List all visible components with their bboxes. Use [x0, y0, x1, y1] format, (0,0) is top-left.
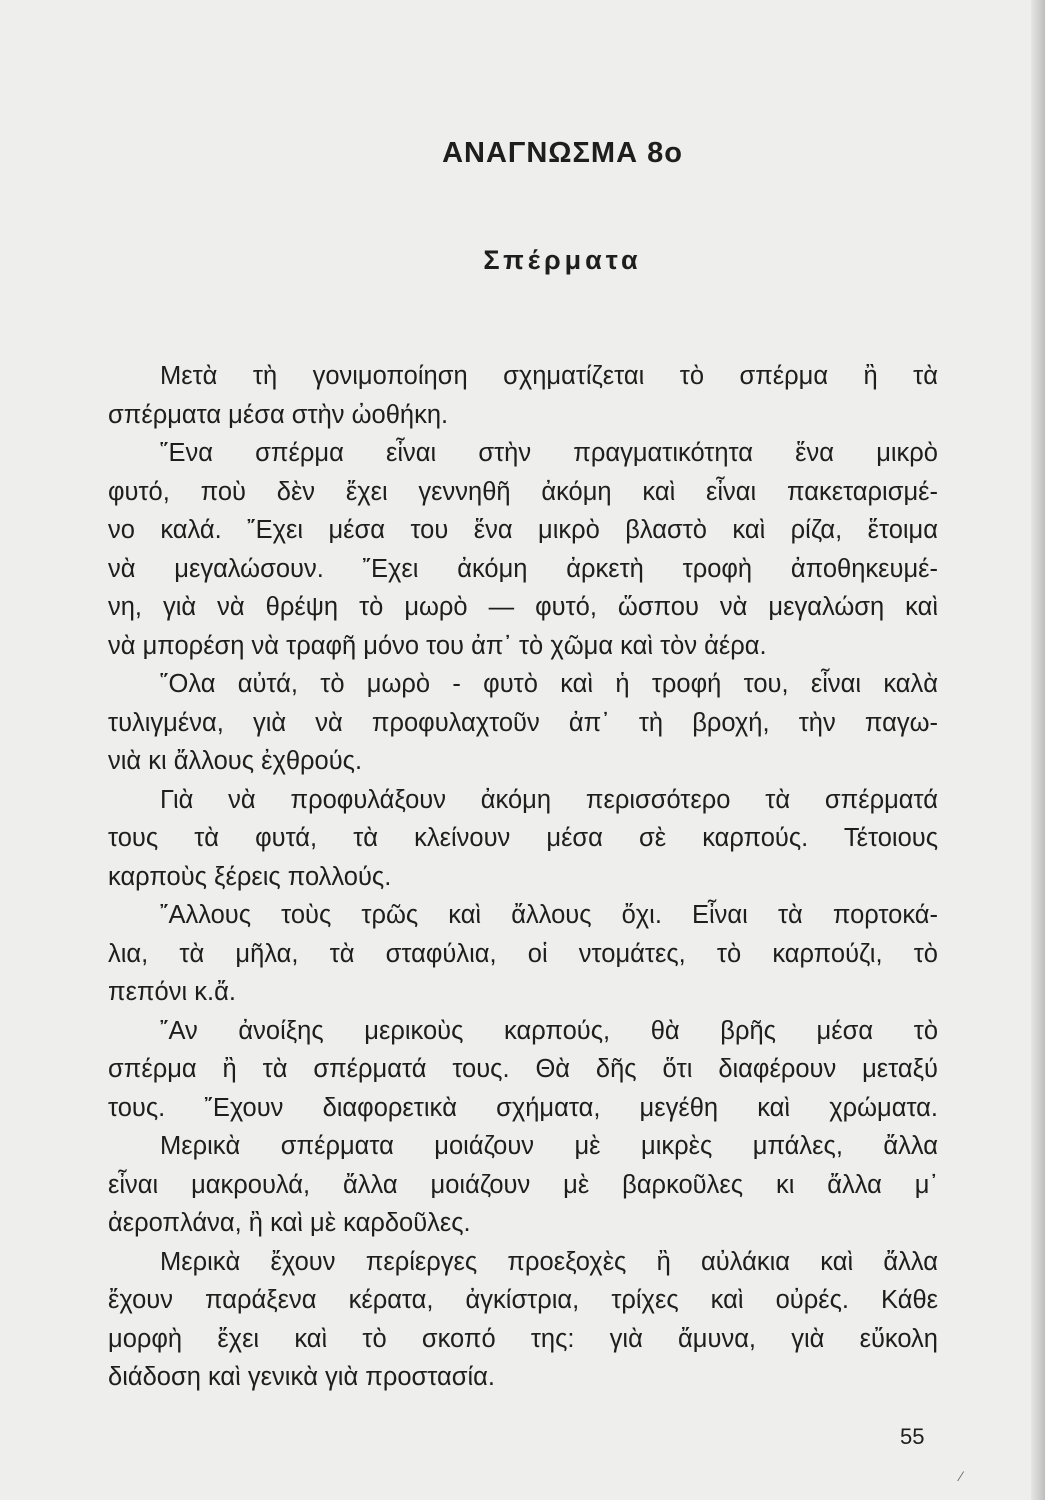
- text-line: μορφὴ ἔχει καὶ τὸ σκοπό της: γιὰ ἄμυνα, γιὰ εὔκολη: [108, 1324, 938, 1353]
- text-line: νὰ μεγαλώσουν. ῎Εχει ἀκόμη ἀρκετὴ τροφὴ ἀποθηκευμέ-: [108, 554, 938, 583]
- text-line: ῞Ενα σπέρμα εἶναι στὴν πραγματικότητα ἕνα μικρὸ: [160, 439, 938, 467]
- print-speck: ⁄: [960, 1468, 963, 1484]
- page-number: 55: [900, 1424, 925, 1449]
- text-line: ῞Ολα αὐτά, τὸ μωρὸ - φυτὸ καὶ ἡ τροφή του, εἶναι καλὰ: [160, 670, 938, 698]
- text-line: τους. ῎Εχουν διαφορετικὰ σχήματα, μεγέθη καὶ χρώματα.: [108, 1093, 938, 1122]
- text-line: ἔχουν παράξενα κέρατα, ἀγκίστρια, τρίχες καὶ οὐρές. Κάθε: [108, 1286, 938, 1314]
- text-line: νη, γιὰ νὰ θρέψη τὸ μωρὸ — φυτό, ὥσπου νὰ μεγαλώση καὶ: [108, 593, 938, 621]
- text-line: εἶναι μακρουλά, ἄλλα μοιάζουν μὲ βαρκοῦλες κι ἄλλα μ᾿: [108, 1170, 938, 1199]
- text-line: νὰ μπορέση νὰ τραφῆ μόνο του ἀπ᾿ τὸ χῶμα καὶ τὸν ἀέρα.: [108, 631, 767, 660]
- text-line: καρποὺς ξέρεις πολλούς.: [108, 862, 392, 891]
- text-line: σπέρμα ἢ τὰ σπέρματά τους. Θὰ δῆς ὅτι διαφέρουν μεταξύ: [108, 1055, 938, 1083]
- text-line: Γιὰ νὰ προφυλάξουν ἀκόμη περισσότερο τὰ σπέρματά: [160, 785, 938, 814]
- body-text: [108, 357, 938, 1397]
- text-line: νιὰ κι ἄλλους ἐχθρούς.: [108, 747, 363, 775]
- text-line: νο καλά. ῎Εχει μέσα του ἕνα μικρὸ βλαστὸ καὶ ρίζα, ἕτοιμα: [108, 516, 938, 544]
- text-line: λια, τὰ μῆλα, τὰ σταφύλια, οἱ ντομάτες, τὸ καρπούζι, τὸ: [108, 939, 938, 968]
- text-line: ἀεροπλάνα, ἢ καὶ μὲ καρδοῦλες.: [108, 1209, 471, 1237]
- text-line: φυτό, ποὺ δὲν ἔχει γεννηθῆ ἀκόμη καὶ εἶναι πακεταρισμέ-: [108, 477, 938, 506]
- text-line: ῎Αλλους τοὺς τρῶς καὶ ἄλλους ὄχι. Εἶναι τὰ πορτοκά-: [160, 901, 938, 929]
- text-line: Μερικὰ σπέρματα μοιάζουν μὲ μικρὲς μπάλες, ἄλλα: [160, 1132, 938, 1160]
- text-line: τους τὰ φυτά, τὰ κλείνουν μέσα σὲ καρπούς. Τέτοιους: [108, 824, 938, 852]
- text-line: διάδοση καὶ γενικὰ γιὰ προστασία.: [108, 1363, 495, 1391]
- text-line: πεπόνι κ.ἄ.: [108, 978, 236, 1006]
- text-line: Μερικὰ ἔχουν περίεργες προεξοχὲς ἢ αὐλάκια καὶ ἄλλα: [160, 1247, 938, 1276]
- text-line: Μετὰ τὴ γονιμοποίηση σχηματίζεται τὸ σπέρμα ἢ τὰ: [160, 362, 938, 390]
- text-line: σπέρματα μέσα στὴν ὠοθήκη.: [108, 400, 449, 429]
- text-line: ῎Αν ἀνοίξης μερικοὺς καρπούς, θὰ βρῆς μέσα τὸ: [160, 1016, 938, 1045]
- page-edge-shadow: [1031, 0, 1045, 1500]
- reading-number-heading: ΑΝΑΓΝΩΣΜΑ 8ο: [442, 137, 683, 169]
- page-title: Σπέρματα: [483, 245, 642, 275]
- text-line: τυλιγμένα, γιὰ νὰ προφυλαχτοῦν ἀπ᾿ τὴ βροχή, τὴν παγω-: [108, 708, 938, 737]
